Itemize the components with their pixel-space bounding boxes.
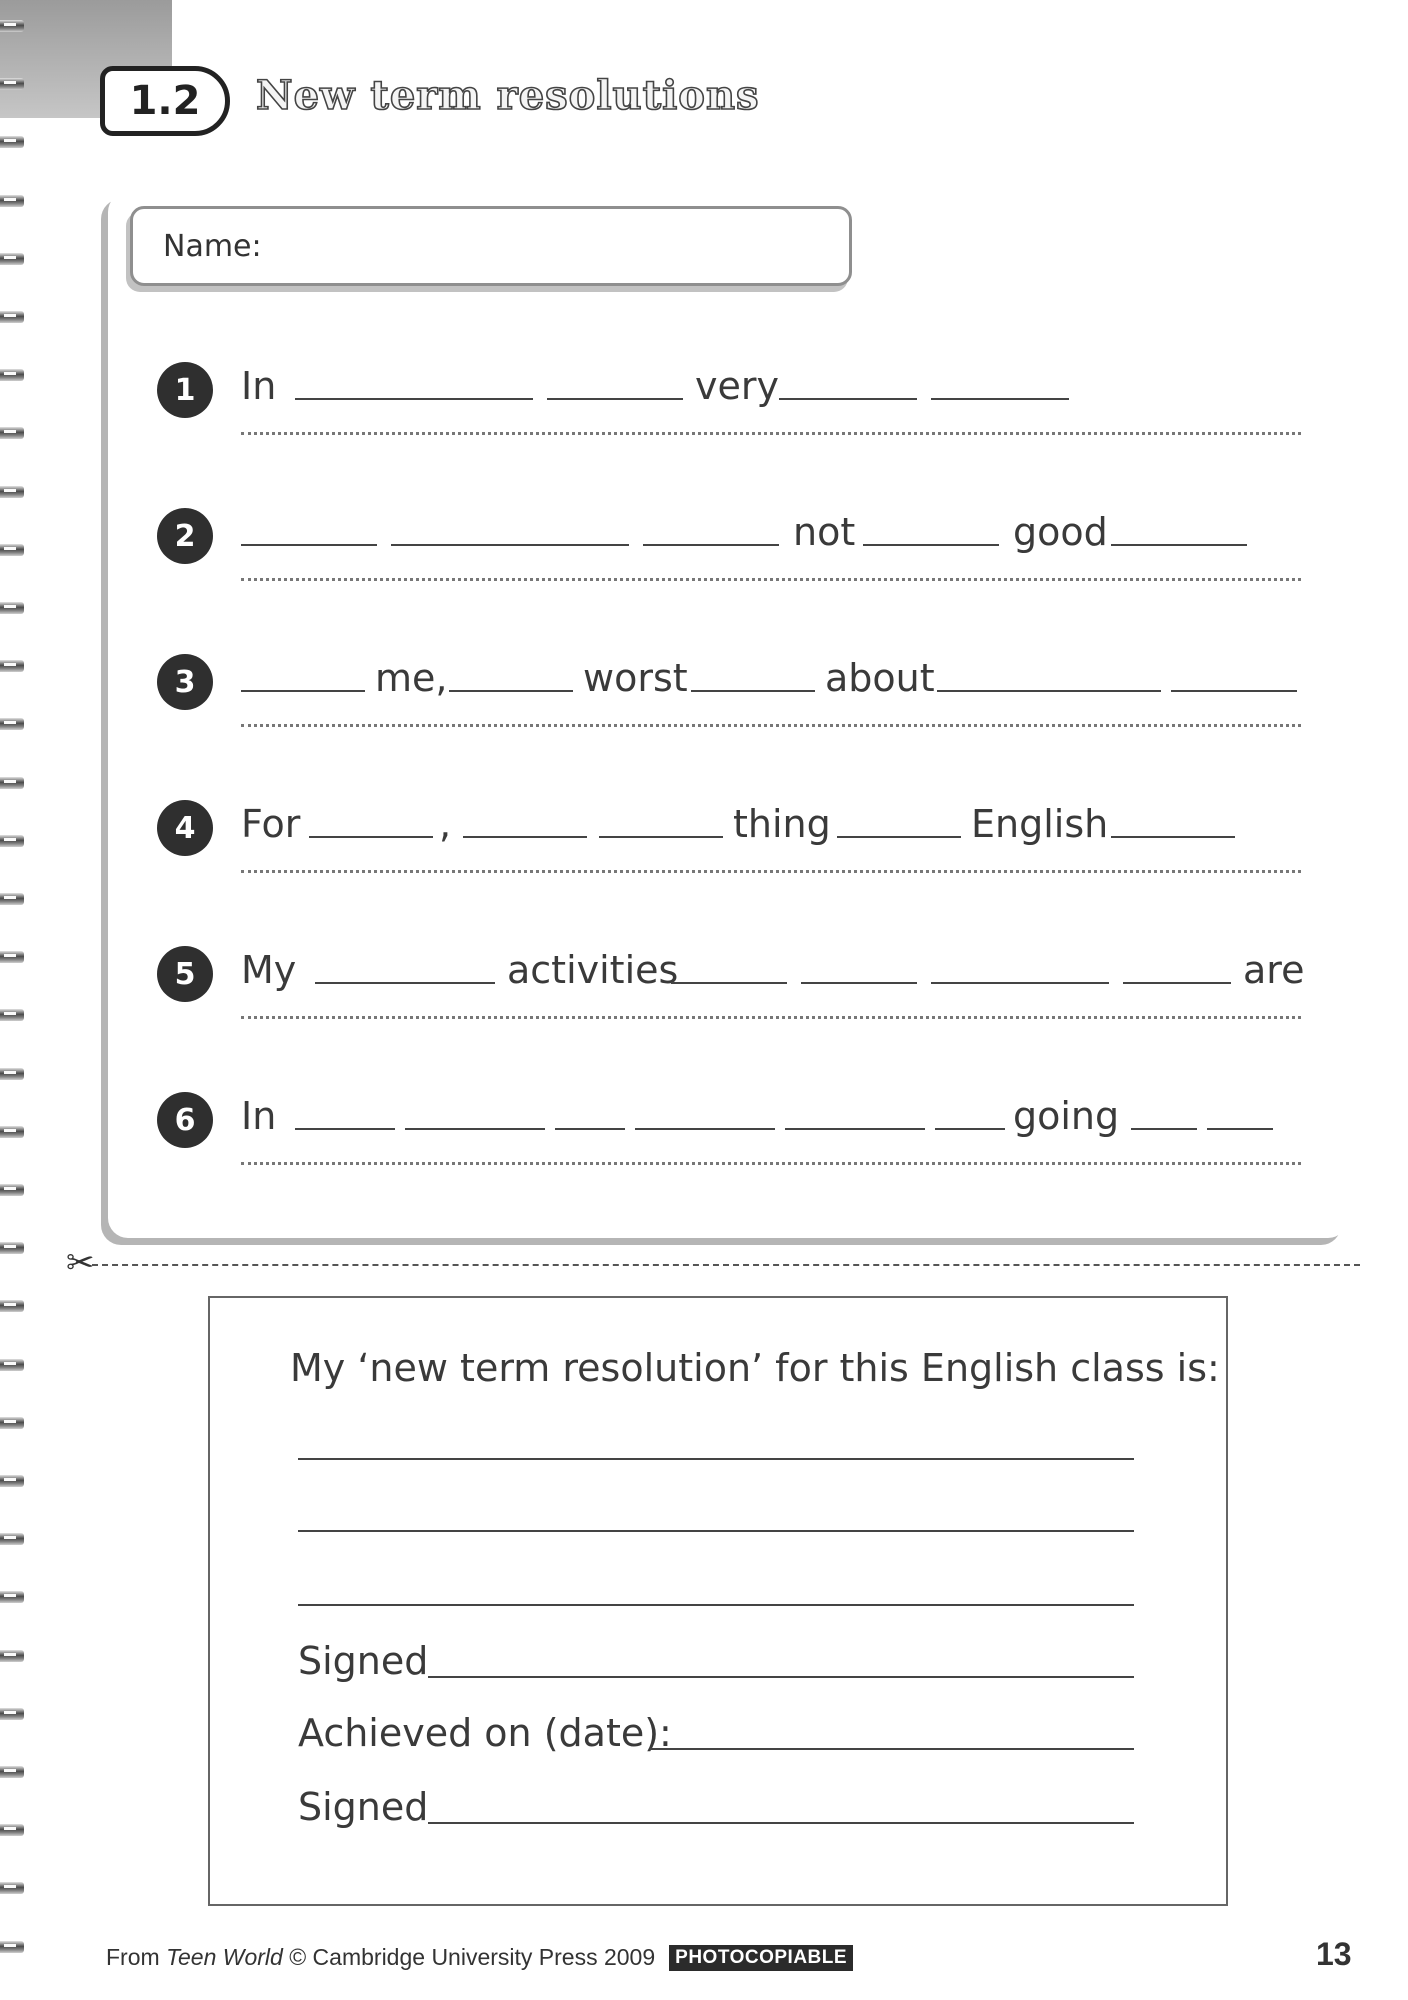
item-number: 1: [157, 362, 213, 418]
sentence-word: In: [241, 364, 277, 408]
answer-blank[interactable]: [643, 544, 779, 546]
binding-ring: [0, 369, 24, 381]
item-number: 6: [157, 1092, 213, 1148]
scissors-icon: ✂: [66, 1243, 95, 1283]
sentence-word: ,: [439, 802, 452, 846]
answer-blank[interactable]: [295, 1128, 395, 1130]
page-number: 13: [1316, 1936, 1352, 1972]
sentence-word: not: [793, 510, 856, 554]
footer-from: From: [106, 1944, 160, 1970]
achieved-date-label: Achieved on (date):: [298, 1711, 672, 1755]
binding-ring: [0, 195, 24, 207]
dotted-answer-line[interactable]: [241, 1162, 1301, 1165]
sentence-word: For: [241, 802, 301, 846]
binding-ring: [0, 1650, 24, 1662]
binding-ring: [0, 1242, 24, 1254]
date-line[interactable]: [650, 1748, 1134, 1750]
signature-line[interactable]: [428, 1822, 1134, 1824]
resolution-line[interactable]: [298, 1458, 1134, 1460]
answer-blank[interactable]: [779, 398, 917, 400]
sentence-word: me,: [375, 656, 448, 700]
answer-blank[interactable]: [1171, 690, 1297, 692]
answer-blank[interactable]: [863, 544, 999, 546]
binding-ring: [0, 718, 24, 730]
answer-blank[interactable]: [449, 690, 573, 692]
binding-ring: [0, 1824, 24, 1836]
binding-ring: [0, 835, 24, 847]
sentence-word: In: [241, 1094, 277, 1138]
binding-ring: [0, 427, 24, 439]
binding-ring: [0, 20, 24, 32]
sentence-word: thing: [733, 802, 831, 846]
answer-blank[interactable]: [1111, 836, 1235, 838]
answer-blank[interactable]: [801, 982, 917, 984]
dotted-answer-line[interactable]: [241, 870, 1301, 873]
sentence-word: English: [971, 802, 1109, 846]
sentence-word: worst: [583, 656, 688, 700]
answer-blank[interactable]: [295, 398, 533, 400]
binding-ring: [0, 1591, 24, 1603]
binding-ring: [0, 893, 24, 905]
answer-blank[interactable]: [931, 982, 1109, 984]
resolution-line[interactable]: [298, 1604, 1134, 1606]
binding-ring: [0, 1300, 24, 1312]
binding-ring: [0, 1766, 24, 1778]
binding-ring: [0, 544, 24, 556]
binding-ring: [0, 1184, 24, 1196]
answer-blank[interactable]: [691, 690, 815, 692]
photocopiable-badge: PHOTOCOPIABLE: [669, 1945, 853, 1971]
sentence-item-3: [157, 648, 1307, 738]
signed-label: Signed: [298, 1785, 429, 1829]
dotted-answer-line[interactable]: [241, 578, 1301, 581]
name-field[interactable]: [130, 206, 852, 286]
answer-blank[interactable]: [555, 1128, 625, 1130]
resolution-prompt: My ‘new term resolution’ for this English class is:: [290, 1346, 1220, 1390]
answer-blank[interactable]: [1207, 1128, 1273, 1130]
footer-book-title: Teen World: [166, 1944, 283, 1970]
sentence-word: very: [695, 364, 779, 408]
answer-blank[interactable]: [463, 836, 587, 838]
answer-blank[interactable]: [937, 690, 1161, 692]
binding-ring: [0, 78, 24, 90]
binding-ring: [0, 1708, 24, 1720]
item-number: 3: [157, 654, 213, 710]
answer-blank[interactable]: [405, 1128, 545, 1130]
answer-blank[interactable]: [1123, 982, 1231, 984]
sentence-word: going: [1013, 1094, 1120, 1138]
answer-blank[interactable]: [309, 836, 433, 838]
answer-blank[interactable]: [315, 982, 495, 984]
binding-ring: [0, 1068, 24, 1080]
answer-blank[interactable]: [1131, 1128, 1197, 1130]
binding-ring: [0, 1882, 24, 1894]
resolution-line[interactable]: [298, 1530, 1134, 1532]
unit-number-badge: 1.2: [100, 66, 230, 136]
sentence-item-5: [157, 940, 1307, 1030]
answer-blank[interactable]: [391, 544, 629, 546]
binding-ring: [0, 602, 24, 614]
sentence-word: about: [825, 656, 935, 700]
answer-blank[interactable]: [599, 836, 723, 838]
binding-ring: [0, 1126, 24, 1138]
sentence-word: are: [1243, 948, 1305, 992]
binding-ring: [0, 1417, 24, 1429]
answer-blank[interactable]: [1111, 544, 1247, 546]
answer-blank[interactable]: [935, 1128, 1005, 1130]
binding-ring: [0, 1475, 24, 1487]
answer-blank[interactable]: [241, 690, 365, 692]
dotted-answer-line[interactable]: [241, 724, 1301, 727]
answer-blank[interactable]: [241, 544, 377, 546]
answer-blank[interactable]: [547, 398, 683, 400]
sentence-item-2: [157, 502, 1307, 592]
binding-ring: [0, 777, 24, 789]
binding-ring: [0, 951, 24, 963]
binding-ring: [0, 1533, 24, 1545]
footer-copyright: © Cambridge University Press 2009: [289, 1944, 656, 1970]
footer-credit: [106, 1944, 853, 1971]
dotted-answer-line[interactable]: [241, 1016, 1301, 1019]
cut-line: [92, 1264, 1360, 1266]
item-number: 4: [157, 800, 213, 856]
binding-ring: [0, 253, 24, 265]
binding-ring: [0, 311, 24, 323]
sentence-item-1: [157, 356, 1307, 446]
item-number: 5: [157, 946, 213, 1002]
answer-blank[interactable]: [635, 1128, 775, 1130]
binding-ring: [0, 136, 24, 148]
binding-ring: [0, 660, 24, 672]
sentence-item-4: [157, 794, 1307, 884]
item-number: 2: [157, 508, 213, 564]
binding-ring: [0, 1359, 24, 1371]
binding-ring: [0, 486, 24, 498]
sentence-item-6: [157, 1086, 1307, 1176]
signature-line[interactable]: [428, 1676, 1134, 1678]
page-title: New term resolutions: [256, 72, 760, 119]
answer-blank[interactable]: [931, 398, 1069, 400]
answer-blank[interactable]: [837, 836, 961, 838]
binding-ring: [0, 1941, 24, 1953]
name-label: Name:: [163, 228, 262, 264]
sentence-word: My: [241, 948, 297, 992]
sentence-word: activities: [507, 948, 679, 992]
answer-blank[interactable]: [785, 1128, 925, 1130]
sentence-word: good: [1013, 510, 1108, 554]
dotted-answer-line[interactable]: [241, 432, 1301, 435]
signed-label: Signed: [298, 1639, 429, 1683]
answer-blank[interactable]: [671, 982, 787, 984]
spiral-binding: [0, 0, 30, 2000]
binding-ring: [0, 1009, 24, 1021]
